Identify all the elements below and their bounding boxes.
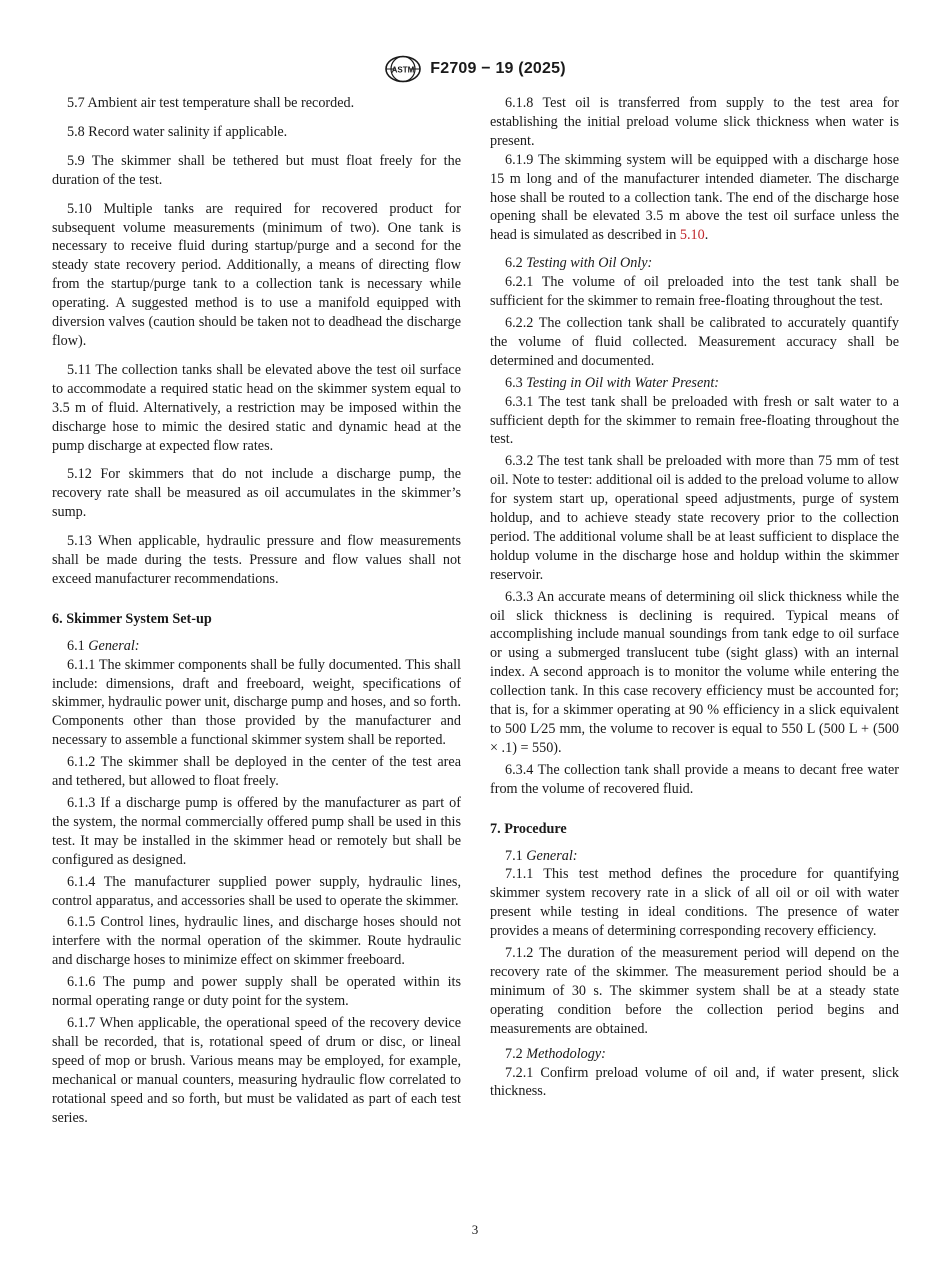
section-5-8: 5.8 Record water salinity if applicable. [67, 123, 288, 140]
section-6-1-6: 6.1.6 The pump and power supply shall be operated within its normal operating range or duty point for the system. [52, 974, 461, 1010]
section-7-1-number: 7.1 [505, 847, 523, 864]
section-7-1-title: General: [526, 847, 578, 864]
page-header [0, 54, 950, 84]
section-6-3-number: 6.3 [505, 374, 523, 391]
section-6-3-title: Testing in Oil with Water Present: [526, 374, 720, 391]
section-7-2-title: Methodology: [526, 1045, 606, 1062]
svg-text:ASTM: ASTM [391, 65, 415, 75]
astm-logo-icon [384, 55, 422, 83]
section-6-3-heading [490, 374, 899, 393]
section-7-2-1: 7.2.1 Confirm preload volume of oil and, if water present, slick thickness. [490, 1064, 899, 1100]
left-column [52, 94, 461, 1127]
section-6-1-8: 6.1.8 Test oil is transferred from supply to the test area for establishing the initial preload volume slick thickness when water is present. [490, 95, 899, 149]
section-6-3-3: 6.3.3 An accurate means of determining oil slick thickness while the oil slick thickness is declining is required. Typical means of accomplishing include manual soundings from tank edge to oil surface or using a submerged translucent tube (sight glass) with an internal index. A second approach is to monitor the volume while entering the collection tank. In this case recovery efficiency must be accounted for; that is, for a skimmer operating at 90 % efficiency in a slick equivalent to 500 L⁄25 mm, the volume to recover is equal to 550 L (500 L + (500 × .1) = 550). [490, 588, 899, 756]
section-6-1-9-end: . [704, 227, 709, 244]
section-7-title: 7. Procedure [490, 820, 567, 837]
section-6-1-7: 6.1.7 When applicable, the operational speed of the recovery device shall be recorded, that is, rotational speed of drum or disc, or lineal speed of mop or brush. Various means may be employed, for example, mechanical or manual counters, measuring hydraulic flow correlated to rotational speed and so forth, but must be validated as part of each test series. [52, 1014, 461, 1126]
section-5-10: 5.10 Multiple tanks are required for recovered product for subsequent volume measurements (minimum of two). One tank is necessary to receive fluid during startup/purge and a second for the steady state recovery period. Additionally, a means of directing flow from the startup/purge tank to a collection tank is necessary while operating. A suggested method is to use a manifold equipped with diversion valves (caution should be taken not to deadhead the discharge flow). [52, 200, 461, 349]
section-5-9: 5.9 The skimmer shall be tethered but must float freely for the duration of the test. [52, 152, 461, 188]
section-6-1-4: 6.1.4 The manufacturer supplied power supply, hydraulic lines, control apparatus, and accessories shall be used to operate the skimmer. [52, 873, 461, 909]
document-designation: F2709 − 19 (2025) [430, 60, 566, 77]
section-6-3-2: 6.3.2 The test tank shall be preloaded with more than 75 mm of test oil. Note to tester: additional oil is added to the preload volume to allow for system start up, operational speed adjustments, purge of system holdup, and to achieve steady state recovery prior to the collection period. The additional volume shall be at least sufficient to displace the holdup volume in the discharge hose and holdup within the skimmer reservoir. [490, 453, 899, 583]
section-6-2-title: Testing with Oil Only: [526, 255, 653, 272]
section-7-1-1: 7.1.1 This test method defines the procedure for quantifying skimmer system recovery rate in a slick of all oil or oil with water present while testing in ideal conditions. The presence of water provides a means of determining corresponding recovery efficiency. [490, 866, 899, 940]
section-6-1-2: 6.1.2 The skimmer shall be deployed in the center of the test area and tethered, but allowed to float freely. [52, 754, 461, 790]
section-7-2-number: 7.2 [505, 1045, 523, 1062]
section-6-1-5: 6.1.5 Control lines, hydraulic lines, and discharge hoses should not interfere with the normal operation of the skimmer. Route hydraulic and discharge hoses to minimize effect on skimmer freeboard. [52, 914, 461, 969]
section-6-1-9-text: 6.1.9 The skimming system will be equipped with a discharge hose 15 m long and of the manufacturer intended diameter. The discharge hose shall be routed to a collection tank. The end of the discharge hose opening shall be elevated 3.5 m above the test oil surface unless the head is simulated as described in [490, 151, 899, 244]
section-6-1-title: General: [88, 637, 140, 654]
section-6-1-1: 6.1.1 The skimmer components shall be fully documented. This shall include: dimensions, draft and freeboard, weight, specifications of skimmer, hydraulic power unit, discharge pump and hoses, and so forth. Components other than those provided by the manufacturer and necessary to assemble a functional skimmer system shall be reported. [52, 656, 461, 749]
section-7-2-heading [490, 1045, 899, 1064]
section-6-title: 6. Skimmer System Set-up [52, 610, 212, 627]
section-6-1-3: 6.1.3 If a discharge pump is offered by the manufacturer as part of the system, the normal commercially offered pump shall be used in this test. It may be installed in the skimmer head or remotely but shall be configured as designed. [52, 795, 461, 868]
right-column [490, 94, 899, 1101]
section-6-1-9 [490, 151, 899, 246]
section-6-2-number: 6.2 [505, 255, 523, 272]
page-number: 3 [471, 1222, 479, 1237]
section-7-1-heading [490, 847, 899, 866]
section-7-1-2: 7.1.2 The duration of the measurement period will depend on the recovery rate of the skimmer. The measurement period should be a minimum of 30 s. The skimmer system shall be at a steady state operating condition before the collection period begins and measurements are obtained. [490, 945, 899, 1037]
section-6-3-1: 6.3.1 The test tank shall be preloaded with fresh or salt water to a sufficient depth for the skimmer to remain free-floating throughout the test. [490, 393, 899, 448]
section-5-7: 5.7 Ambient air test temperature shall be recorded. [67, 95, 355, 111]
section-6-2-2: 6.2.2 The collection tank shall be calibrated to accurately quantify the volume of fluid collected. Measurement accuracy shall be determined and documented. [490, 314, 899, 369]
section-6-1-number: 6.1 [67, 637, 85, 654]
section-6-2-heading [490, 254, 899, 273]
section-6-1-heading [52, 637, 461, 656]
section-6-2-1: 6.2.1 The volume of oil preloaded into the test tank shall be sufficient for the skimmer to remain free-floating throughout the test. [490, 274, 899, 310]
section-5-12: 5.12 For skimmers that do not include a discharge pump, the recovery rate shall be measured as oil accumulates in the skimmer’s sump. [52, 466, 461, 521]
section-5-13: 5.13 When applicable, hydraulic pressure and flow measurements shall be made during the tests. Pressure and flow values shall not exceed manufacturer recommendations. [52, 533, 461, 587]
section-6-3-4: 6.3.4 The collection tank shall provide a means to decant free water from the volume of recovered fluid. [490, 761, 899, 797]
reference-link-5-10[interactable]: 5.10 [679, 227, 705, 244]
section-5-11: 5.11 The collection tanks shall be elevated above the test oil surface to accommodate a required static head on the skimmer system equal to 3.5 m of fluid. Alternatively, a restriction may be imposed within the discharge hose to mimic the desired static and dynamic head at the pump discharge at expected flow rates. [52, 361, 461, 454]
